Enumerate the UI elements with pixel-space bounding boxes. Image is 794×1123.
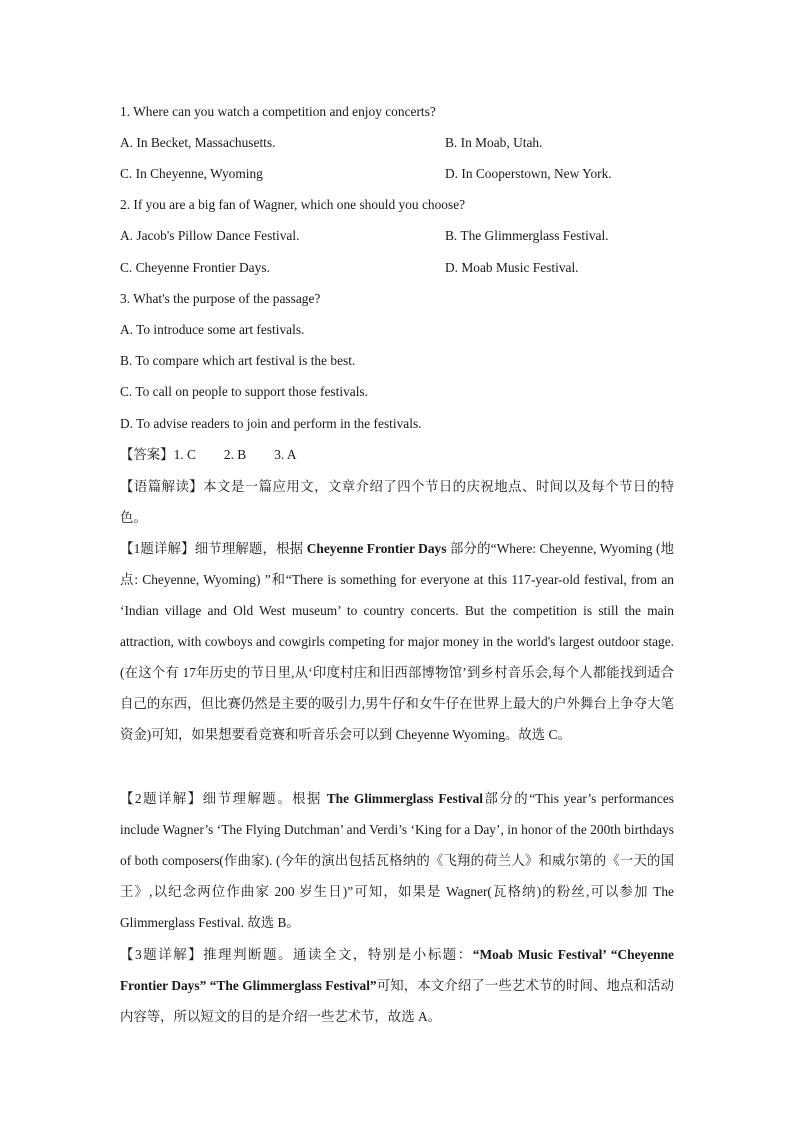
- question-1-option-d: D. In Cooperstown, New York.: [445, 166, 612, 181]
- question-1-option-c: C. In Cheyenne, Wyoming: [120, 166, 263, 181]
- question-1-option-a: A. In Becket, Massachusetts.: [120, 135, 276, 150]
- question-3-stem: 3. What's the purpose of the passage?: [120, 291, 321, 306]
- detail-1-text-b: 部分的“Where: Cheyenne, Wyoming (地点: Cheyenne, Wyoming) ”和“There is something for everyone at this 117-year-old festival, from an ‘Indian village and Old West museum’ to country concerts. But the competition is still the main attraction, with cowboys and cowgirls competing for major money in the world's largest outdoor stage. (在这个有 17年历史的节日里,从‘印度村庄和旧西部博物馆’到乡村音乐会,每个人都能找到适合自己的东西，但比赛仍然是主要的吸引力,男牛仔和女牛仔在世界上最大的户外舞台上争夺大笔资金)可知，如果想要看竞赛和听音乐会可以到 Cheyenne Wyoming。故选 C。: [120, 541, 674, 742]
- detail-2-paragraph: [120, 783, 674, 938]
- answer-2: 2. B: [223, 447, 247, 462]
- answer-3: 3. A: [274, 447, 297, 462]
- question-3-option-a: A. To introduce some art festivals.: [120, 322, 305, 337]
- detail-2-text-a: 细节理解题。根据: [202, 791, 327, 806]
- answer-1: 1. C: [173, 447, 196, 462]
- reading-label: 【语篇解读】: [120, 479, 204, 494]
- question-1-stem: 1. Where can you watch a competition and enjoy concerts?: [120, 104, 436, 119]
- question-2-stem: 2. If you are a big fan of Wagner, which one should you choose?: [120, 197, 466, 212]
- detail-3-bold: “Moab Music Festival’ “Cheyenne Frontier Days” “The Glimmerglass Festival”: [120, 947, 675, 993]
- detail-3-text-a: 推理判断题。通读全文，特别是小标题：: [203, 947, 473, 962]
- detail-2-bold: The Glimmerglass Festival: [326, 791, 483, 806]
- detail-1-paragraph: [120, 533, 674, 750]
- detail-1-label: 【1题详解】: [120, 541, 195, 556]
- detail-2-text-b: 部分的“This year’s performances include Wagner’s ‘The Flying Dutchman’ and Verdi’s ‘King for a Day’, in honor of the 200th birthdays of both composers(作曲家). (今年的演出包括瓦格纳的《飞翔的荷兰人》和威尔第的《一天的国王》,以纪念两位作曲家 200 岁生日)”可知，如果是 Wagner(瓦格纳)的粉丝,可以参加 The Glimmerglass Festival. 故选 B。: [120, 791, 674, 930]
- detail-1-text-a: 细节理解题，根据: [194, 541, 307, 556]
- answer-label: 【答案】: [120, 447, 174, 462]
- detail-3-text-b: 可知，本文介绍了一些艺术节的时间、地点和活动内容等，所以短文的目的是介绍一些艺术节，故选 A。: [120, 978, 674, 1024]
- question-3-option-c: C. To call on people to support those festivals.: [120, 384, 368, 399]
- detail-3-label: 【3题详解】: [120, 947, 204, 962]
- answer-line: [120, 445, 297, 465]
- question-1-option-b: B. In Moab, Utah.: [445, 135, 543, 150]
- question-3-option-d: D. To advise readers to join and perform in the festivals.: [120, 416, 422, 431]
- detail-3-paragraph: [120, 939, 674, 1032]
- question-2-option-d: D. Moab Music Festival.: [445, 260, 579, 275]
- question-2-option-c: C. Cheyenne Frontier Days.: [120, 260, 270, 275]
- reading-paragraph: [120, 471, 674, 533]
- question-3-option-b: B. To compare which art festival is the best.: [120, 353, 356, 368]
- detail-1-bold: Cheyenne Frontier Days: [306, 541, 447, 556]
- question-2-option-b: B. The Glimmerglass Festival.: [445, 228, 609, 243]
- question-2-option-a: A. Jacob's Pillow Dance Festival.: [120, 228, 300, 243]
- reading-text: 本文是一篇应用文，文章介绍了四个节日的庆祝地点、时间以及每个节日的特色。: [120, 479, 674, 525]
- detail-2-label: 【2题详解】: [120, 791, 203, 806]
